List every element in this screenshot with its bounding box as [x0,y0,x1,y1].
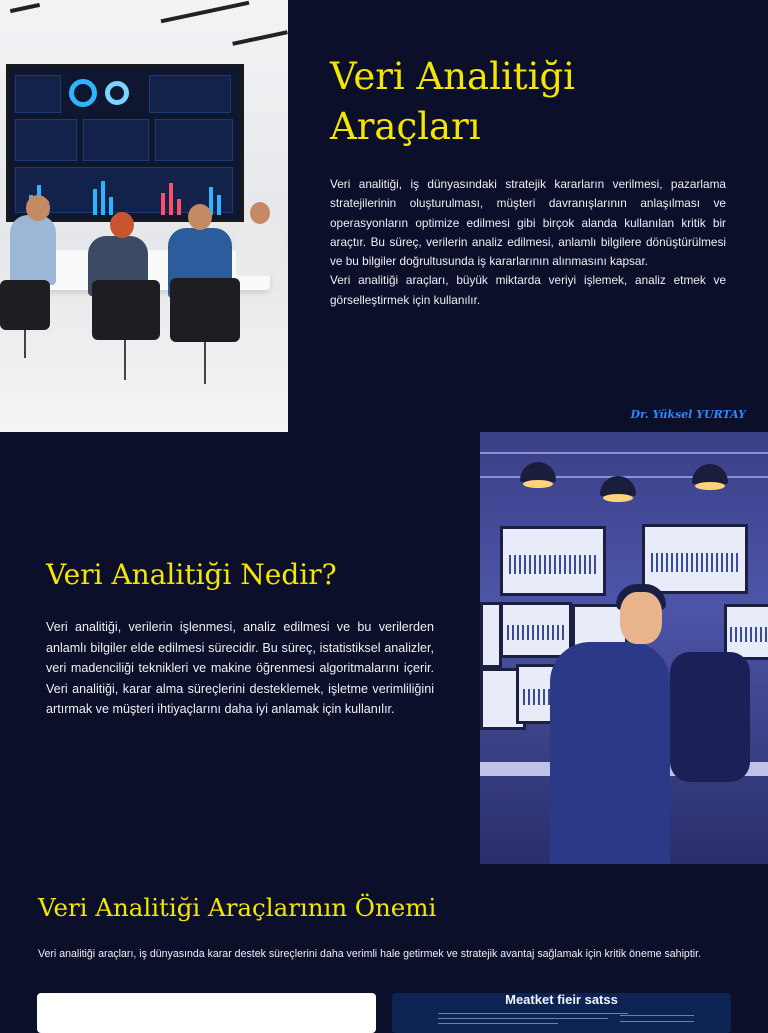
intro-text [330,175,726,310]
meeting-room-photo [0,0,288,432]
page-title-line1: Veri Analitiği [330,55,575,98]
section-title-nedir: Veri Analitiği Nedir? [46,558,337,591]
market-card [392,993,731,1033]
page-title-line2: Araçları [330,105,481,148]
intro-paragraph-1: Veri analitiği, iş dünyasındaki stratejik kararların verilmesi, pazarlama stratejilerinin oluşturulması, müşteri davranışlarının anlaşılması ve operasyonların optimize edilmesi gibi birçok alanda kullanılan kritik bir araçtır. Bu süreç, verilerin analiz edilmesi, anlamlı bilgilere dönüştürülmesi ve bu bilgiler doğrultusunda iş kararlarının alınmasını kapsar. [330,177,726,269]
nedir-paragraph: Veri analitiği, verilerin işlenmesi, analiz edilmesi ve bu verilerden anlamlı bilgiler elde edilmesi sürecidir. Bu süreç, istatistiksel analizler, veri madenciliği teknikleri ve makine öğrenmesi algoritmalarını içerir. Veri analitiği, karar alma süreçlerini desteklemek, işletme verimliliğini artırmak ve müşteri ihtiyaçlarını daha iyi anlamak için kullanılır. [46,620,434,717]
onem-paragraph: Veri analitiği araçları, iş dünyasında karar destek süreçlerini daha verimli hale getirmek ve stratejik avantaj sağlamak için kritik öneme sahiptir. [38,948,701,960]
market-card-title: Meatket fieir satss [505,993,618,1007]
white-card [37,993,376,1033]
intro-paragraph-2: Veri analitiği araçları, büyük miktarda veriyi işlemek, analiz etmek ve görselleştirmek için kullanılır. [330,273,726,307]
page-title [330,52,730,152]
author-signature: Dr. Yüksel YURTAY [630,408,746,421]
section-title-onem: Veri Analitiği Araçlarının Önemi [38,893,437,922]
analyst-illustration [480,432,768,864]
